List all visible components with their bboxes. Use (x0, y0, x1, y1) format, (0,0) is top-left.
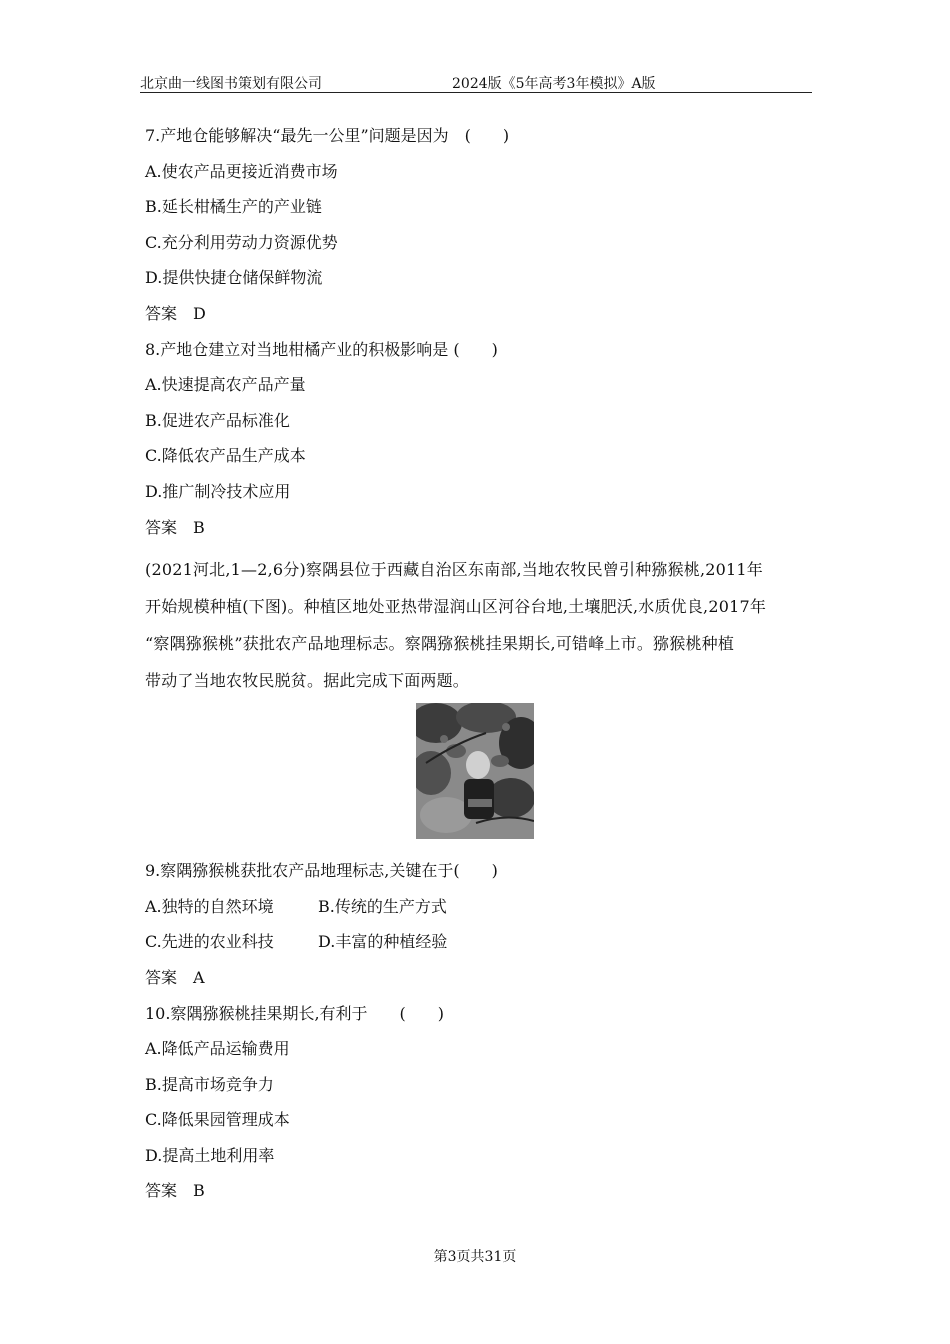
q8-stem: 8.产地仓建立对当地柑橘产业的积极影响是 ( ) (145, 339, 498, 359)
page-number: 第3页共31页 (433, 1249, 517, 1265)
q7-option-c: C.充分利用劳动力资源优势 (145, 232, 338, 252)
q7-option-d: D.提供快捷仓储保鲜物流 (145, 268, 323, 288)
q9-option-a: A.独特的自然环境 (145, 896, 274, 916)
q9-answer: 答案 A (145, 967, 205, 987)
q9-option-c: C.先进的农业科技 (145, 932, 274, 952)
q8-answer: 答案 B (145, 517, 205, 537)
q10-option-b: B.提高市场竞争力 (145, 1074, 274, 1094)
q10-option-c: C.降低果园管理成本 (145, 1110, 290, 1130)
q7-option-a: A.使农产品更接近消费市场 (145, 161, 338, 181)
q9-options-cd (145, 930, 810, 966)
q10-stem: 10.察隅猕猴桃挂果期长,有利于 ( ) (145, 1003, 445, 1023)
passage-line-1: (2021河北,1—2,6分)察隅县位于西藏自治区东南部,当地农牧民曾引种猕猴桃,2011年 (145, 560, 764, 580)
kiwi-orchard-photo (416, 703, 534, 839)
q7-answer: 答案 D (145, 303, 206, 323)
passage-line-4: 带动了当地农牧民脱贫。据此完成下面两题。 (145, 671, 470, 691)
q8-option-c: C.降低农产品生产成本 (145, 446, 306, 466)
q9-options-ab (145, 895, 810, 931)
q8-option-a: A.快速提高农产品产量 (145, 375, 306, 395)
q10-answer: 答案 B (145, 1181, 205, 1201)
publisher-name: 北京曲一线图书策划有限公司 (140, 76, 322, 92)
figure (145, 699, 810, 859)
passage (145, 551, 810, 699)
q7-option-b: B.延长柑橘生产的产业链 (145, 197, 322, 217)
q8-option-b: B.促进农产品标准化 (145, 410, 290, 430)
q10-option-d: D.提高土地利用率 (145, 1145, 275, 1165)
q9-option-b: B.传统的生产方式 (318, 896, 447, 916)
page-content (145, 124, 810, 1215)
q9-option-d: D.丰富的种植经验 (318, 932, 448, 952)
q7-stem: 7.产地仓能够解决“最先一公里”问题是因为 ( ) (145, 126, 510, 145)
q10-option-a: A.降低产品运输费用 (145, 1039, 290, 1059)
q8-option-d: D.推广制冷技术应用 (145, 481, 291, 501)
q9-stem: 9.察隅猕猴桃获批农产品地理标志,关键在于( ) (145, 861, 498, 881)
passage-line-2: 开始规模种植(下图)。种植区地处亚热带湿润山区河谷台地,土壤肥沃,水质优良,2017年 (145, 597, 767, 617)
book-title: 2024版《5年高考3年模拟》A版 (452, 76, 656, 92)
passage-line-3: “察隅猕猴桃”获批农产品地理标志。察隅猕猴桃挂果期长,可错峰上市。猕猴桃种植 (145, 634, 735, 654)
page-header (140, 72, 812, 93)
kiwi-orchard-image (416, 703, 534, 839)
